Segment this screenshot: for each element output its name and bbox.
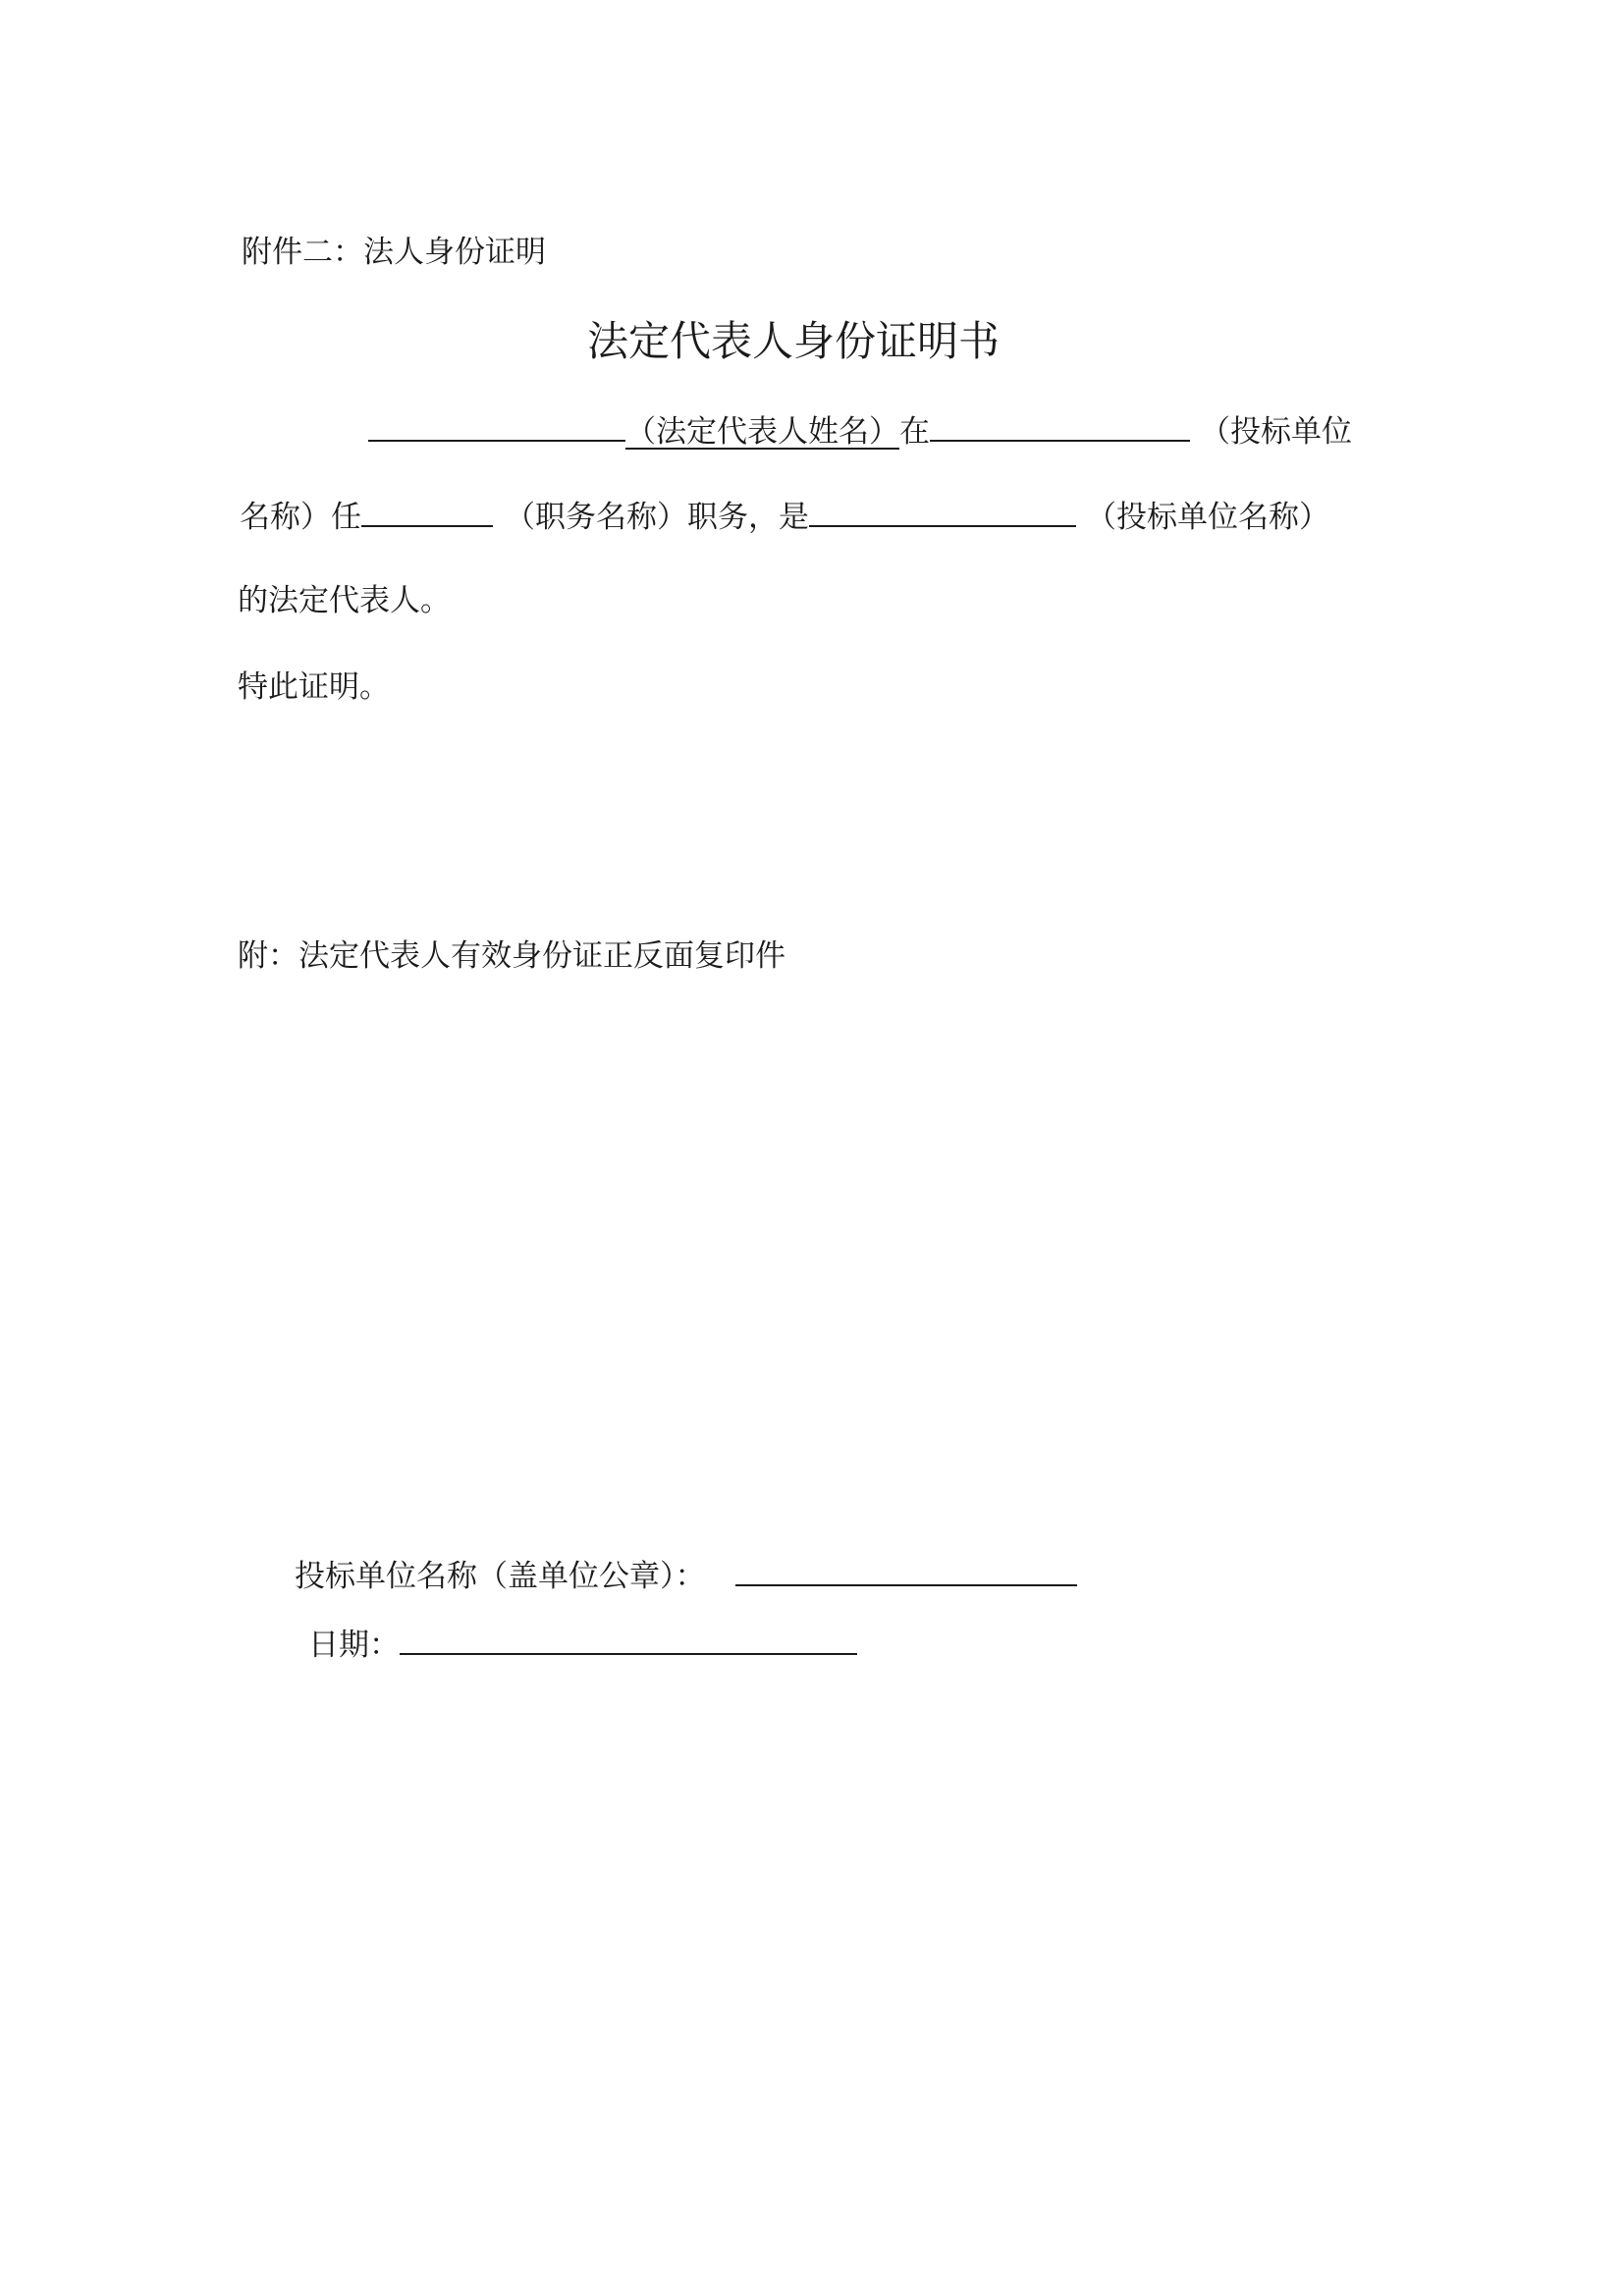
attachment-header: 附件二：法人身份证明	[242, 235, 546, 270]
position-hint: （职务名称）	[505, 500, 687, 535]
unit-name-blank-2[interactable]	[809, 496, 1076, 527]
at-text: 在	[899, 414, 930, 450]
paragraph-line-3: 的法定代表人。	[238, 583, 451, 618]
position-blank[interactable]	[361, 496, 493, 527]
unit-signature-blank[interactable]	[735, 1555, 1077, 1586]
document-title: 法定代表人身份证明书	[587, 317, 1001, 365]
position-is-text: 职务，是	[687, 500, 809, 535]
unit-hint-end: 名称）	[240, 500, 331, 535]
unit-signature-label: 投标单位名称（盖单位公章）：	[295, 1559, 706, 1594]
paragraph-line-4: 特此证明。	[238, 669, 390, 705]
paragraph-line-1	[368, 410, 1352, 452]
ren-text: 任	[331, 500, 361, 535]
date-blank[interactable]	[400, 1624, 857, 1655]
unit-name-blank-1[interactable]	[930, 410, 1190, 442]
signature-unit-row	[295, 1555, 1077, 1596]
unit-hint-start: （投标单位	[1200, 414, 1352, 450]
legal-rep-name-blank[interactable]	[368, 410, 625, 442]
paragraph-line-2	[240, 496, 1329, 537]
unit-name-hint: （投标单位名称）	[1086, 500, 1329, 535]
legal-rep-name-hint: （法定代表人姓名）	[625, 414, 899, 450]
signature-date-row	[308, 1624, 857, 1665]
date-label: 日期：	[308, 1628, 400, 1663]
attachment-note: 附：法定代表人有效身份证正反面复印件	[238, 938, 785, 974]
